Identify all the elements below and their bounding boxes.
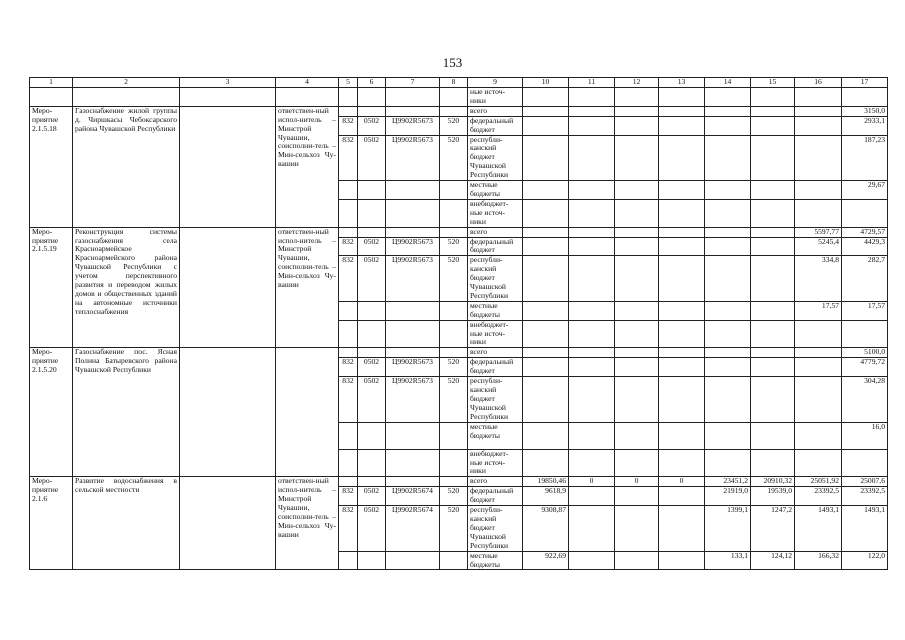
code-grbs: [339, 449, 358, 477]
code-grbs: 832: [339, 358, 358, 377]
code-rzpr: [358, 199, 386, 227]
value-cell: [615, 256, 659, 302]
code-grbs: 832: [339, 256, 358, 302]
value-cell: [569, 506, 615, 552]
code-vr: [440, 320, 468, 348]
code-rzpr: 0502: [358, 358, 386, 377]
value-cell: [523, 348, 569, 358]
funding-source: федеральный бюджет: [468, 358, 523, 377]
value-cell: [659, 377, 705, 423]
value-cell: 1493,1: [795, 506, 842, 552]
event-number: Меро-приятие 2.1.6: [30, 477, 73, 570]
value-cell: [615, 227, 659, 237]
value-cell: 17,57: [795, 301, 842, 320]
value-cell: 17,57: [842, 301, 888, 320]
value-cell: [659, 135, 705, 181]
value-cell: [615, 422, 659, 449]
value-cell: [615, 181, 659, 200]
code-csr: [386, 477, 440, 487]
value-cell: [523, 199, 569, 227]
code-vr: [440, 227, 468, 237]
code-csr: [386, 181, 440, 200]
code-rzpr: 0502: [358, 377, 386, 423]
value-cell: 5100,0: [842, 348, 888, 358]
code-grbs: [339, 199, 358, 227]
value-cell: [659, 506, 705, 552]
value-cell: 0: [615, 477, 659, 487]
code-vr: 520: [440, 506, 468, 552]
executor-cell: ответствен-ный испол-нитель – Минстрой Чувашии, соисполни-тель – Мин-сельхоз Чу-вашии: [276, 477, 339, 570]
value-cell: 23451,2: [705, 477, 751, 487]
code-rzpr: [358, 422, 386, 449]
code-grbs: [339, 551, 358, 570]
continuation-row: [30, 88, 888, 107]
value-cell: [569, 422, 615, 449]
funding-source: республи-канский бюджет Чувашской Республики: [468, 256, 523, 302]
code-rzpr: [358, 301, 386, 320]
value-cell: [705, 320, 751, 348]
value-cell: [569, 449, 615, 477]
value-cell: [569, 301, 615, 320]
value-cell: [569, 377, 615, 423]
value-cell: [795, 106, 842, 116]
event-col3: [180, 348, 276, 477]
value-cell: [659, 348, 705, 358]
code-rzpr: 0502: [358, 237, 386, 256]
header-cell: 14: [705, 78, 751, 88]
value-cell: [705, 301, 751, 320]
code-rzpr: 0502: [358, 487, 386, 506]
value-cell: 19850,46: [523, 477, 569, 487]
code-csr: [386, 449, 440, 477]
value-cell: [659, 256, 705, 302]
table-row: [30, 348, 888, 358]
event-number: Меро-приятие 2.1.5.19: [30, 227, 73, 348]
value-cell: [569, 135, 615, 181]
value-cell: [523, 358, 569, 377]
code-csr: [386, 301, 440, 320]
value-cell: 4779,72: [842, 358, 888, 377]
header-cell: 8: [440, 78, 468, 88]
value-cell: [751, 377, 795, 423]
value-cell: [615, 551, 659, 570]
code-csr: Ц9902R5673: [386, 135, 440, 181]
value-cell: [751, 348, 795, 358]
table-row: [30, 106, 888, 116]
value-cell: 23392,5: [795, 487, 842, 506]
header-cell: 9: [468, 78, 523, 88]
funding-source: федеральный бюджет: [468, 116, 523, 135]
code-csr: Ц9902R5673: [386, 237, 440, 256]
value-cell: [705, 422, 751, 449]
event-col3: [180, 227, 276, 348]
code-csr: Ц9902R5673: [386, 256, 440, 302]
code-grbs: [339, 477, 358, 487]
code-grbs: [339, 422, 358, 449]
table-row: [30, 227, 888, 237]
page-number: 153: [442, 55, 463, 70]
value-cell: [705, 348, 751, 358]
code-vr: [440, 348, 468, 358]
value-cell: [523, 256, 569, 302]
funding-source: федеральный бюджет: [468, 487, 523, 506]
header-cell: 11: [569, 78, 615, 88]
code-grbs: [339, 320, 358, 348]
value-cell: [569, 227, 615, 237]
value-cell: [751, 116, 795, 135]
header-row: [30, 78, 888, 88]
value-cell: [615, 377, 659, 423]
value-cell: [705, 256, 751, 302]
code-csr: Ц9902R5673: [386, 377, 440, 423]
value-cell: 3150,0: [842, 106, 888, 116]
value-cell: [659, 449, 705, 477]
value-cell: 9618,9: [523, 487, 569, 506]
value-cell: [795, 320, 842, 348]
code-csr: [386, 106, 440, 116]
event-number: Меро-приятие 2.1.5.20: [30, 348, 73, 477]
value-cell: [523, 320, 569, 348]
value-cell: [751, 199, 795, 227]
value-cell: [569, 181, 615, 200]
value-cell: 4729,57: [842, 227, 888, 237]
header-cell: 1: [30, 78, 73, 88]
value-cell: [615, 487, 659, 506]
value-cell: 1247,2: [751, 506, 795, 552]
value-cell: [751, 256, 795, 302]
code-vr: 520: [440, 487, 468, 506]
value-cell: [705, 106, 751, 116]
value-cell: 334,8: [795, 256, 842, 302]
header-cell: 6: [358, 78, 386, 88]
funding-source: местные бюджеты: [468, 181, 523, 200]
value-cell: [659, 106, 705, 116]
value-cell: [751, 422, 795, 449]
value-cell: [659, 487, 705, 506]
code-rzpr: 0502: [358, 256, 386, 302]
code-vr: [440, 199, 468, 227]
code-csr: Ц9902R5674: [386, 506, 440, 552]
funding-source: внебюджет-ные источ-ники: [468, 320, 523, 348]
value-cell: [569, 320, 615, 348]
code-vr: [440, 551, 468, 570]
code-vr: 520: [440, 135, 468, 181]
code-vr: [440, 477, 468, 487]
value-cell: [615, 301, 659, 320]
value-cell: [659, 116, 705, 135]
value-cell: [659, 181, 705, 200]
value-cell: 304,28: [842, 377, 888, 423]
header-cell: 10: [523, 78, 569, 88]
code-vr: 520: [440, 377, 468, 423]
code-grbs: 832: [339, 506, 358, 552]
event-name: Газоснабжение жилой группы д. Чиршкасы Чебоксарского района Чувашской Республики: [73, 106, 180, 227]
value-cell: [705, 237, 751, 256]
value-cell: [569, 348, 615, 358]
value-cell: [795, 348, 842, 358]
value-cell: [751, 301, 795, 320]
value-cell: [615, 449, 659, 477]
value-cell: 124,12: [751, 551, 795, 570]
value-cell: [569, 256, 615, 302]
funding-source: внебюджет-ные источ-ники: [468, 199, 523, 227]
value-cell: [751, 227, 795, 237]
value-cell: [569, 199, 615, 227]
value-cell: [615, 135, 659, 181]
header-cell: 17: [842, 78, 888, 88]
code-rzpr: [358, 477, 386, 487]
value-cell: [569, 358, 615, 377]
value-cell: 187,23: [842, 135, 888, 181]
code-vr: [440, 422, 468, 449]
code-grbs: [339, 348, 358, 358]
header-cell: 2: [73, 78, 180, 88]
header-cell: 3: [180, 78, 276, 88]
value-cell: [795, 377, 842, 423]
value-cell: 0: [659, 477, 705, 487]
code-csr: [386, 422, 440, 449]
executor-cell: [276, 348, 339, 477]
code-grbs: 832: [339, 487, 358, 506]
code-rzpr: [358, 227, 386, 237]
code-vr: [440, 449, 468, 477]
executor-cell: ответствен-ный испол-нитель – Минстрой Чувашии, соисполни-тель – Мин-сельхоз Чу-вашии: [276, 227, 339, 348]
value-cell: 25007,6: [842, 477, 888, 487]
value-cell: [751, 320, 795, 348]
value-cell: [615, 358, 659, 377]
funding-source: всего: [468, 348, 523, 358]
value-cell: [523, 227, 569, 237]
value-cell: 1399,1: [705, 506, 751, 552]
value-cell: [569, 106, 615, 116]
value-cell: 122,0: [842, 551, 888, 570]
event-name: Реконструкция системы газоснабжения села Красноармейское Красноармейского района Чувашской Республики с учетом перспективного развития и переводом жилых домов и общественных зданий на автономные источники теплоснабжения: [73, 227, 180, 348]
value-cell: [795, 116, 842, 135]
code-grbs: 832: [339, 116, 358, 135]
value-cell: [615, 506, 659, 552]
value-cell: [705, 358, 751, 377]
code-vr: 520: [440, 237, 468, 256]
header-cell: 13: [659, 78, 705, 88]
code-vr: 520: [440, 256, 468, 302]
value-cell: [705, 181, 751, 200]
code-grbs: 832: [339, 135, 358, 181]
value-cell: [705, 227, 751, 237]
code-csr: [386, 551, 440, 570]
value-cell: [615, 320, 659, 348]
value-cell: [569, 487, 615, 506]
code-rzpr: [358, 181, 386, 200]
value-cell: [705, 116, 751, 135]
header-cell: 16: [795, 78, 842, 88]
value-cell: [615, 348, 659, 358]
value-cell: 2933,1: [842, 116, 888, 135]
value-cell: 0: [569, 477, 615, 487]
value-cell: [842, 449, 888, 477]
value-cell: [659, 551, 705, 570]
value-cell: 133,1: [705, 551, 751, 570]
code-rzpr: [358, 106, 386, 116]
value-cell: 23392,5: [842, 487, 888, 506]
value-cell: 166,32: [795, 551, 842, 570]
value-cell: [523, 181, 569, 200]
event-col3: [180, 477, 276, 570]
value-cell: 1493,1: [842, 506, 888, 552]
value-cell: 20910,32: [751, 477, 795, 487]
code-csr: [386, 320, 440, 348]
value-cell: [659, 320, 705, 348]
value-cell: [659, 358, 705, 377]
header-cell: 7: [386, 78, 440, 88]
value-cell: 19539,0: [751, 487, 795, 506]
value-cell: 4429,3: [842, 237, 888, 256]
code-csr: [386, 199, 440, 227]
value-cell: [569, 116, 615, 135]
code-grbs: 832: [339, 377, 358, 423]
value-cell: [523, 449, 569, 477]
funding-source: всего: [468, 106, 523, 116]
value-cell: [523, 377, 569, 423]
event-name: Развитие водоснабжения в сельской местности: [73, 477, 180, 570]
value-cell: 282,7: [842, 256, 888, 302]
code-vr: 520: [440, 116, 468, 135]
code-vr: [440, 106, 468, 116]
value-cell: [751, 237, 795, 256]
code-csr: Ц9902R5674: [386, 487, 440, 506]
code-vr: 520: [440, 358, 468, 377]
value-cell: 9308,87: [523, 506, 569, 552]
value-cell: [615, 106, 659, 116]
value-cell: [569, 551, 615, 570]
event-number: Меро-приятие 2.1.5.18: [30, 106, 73, 227]
code-grbs: [339, 227, 358, 237]
code-csr: Ц9902R5673: [386, 358, 440, 377]
funding-source: всего: [468, 227, 523, 237]
value-cell: [523, 135, 569, 181]
value-cell: 16,0: [842, 422, 888, 449]
value-cell: [569, 237, 615, 256]
event-col3: [180, 106, 276, 227]
code-rzpr: 0502: [358, 135, 386, 181]
code-rzpr: [358, 348, 386, 358]
value-cell: [523, 301, 569, 320]
code-grbs: [339, 181, 358, 200]
value-cell: [751, 181, 795, 200]
code-rzpr: [358, 449, 386, 477]
table-row: [30, 477, 888, 487]
value-cell: [523, 116, 569, 135]
value-cell: 5597,77: [795, 227, 842, 237]
value-cell: [751, 449, 795, 477]
value-cell: 922,69: [523, 551, 569, 570]
value-cell: [705, 449, 751, 477]
value-cell: [659, 301, 705, 320]
value-cell: [615, 237, 659, 256]
value-cell: 5245,4: [795, 237, 842, 256]
value-cell: [659, 199, 705, 227]
value-cell: [795, 358, 842, 377]
value-cell: [659, 227, 705, 237]
funding-source: местные бюджеты: [468, 301, 523, 320]
value-cell: [795, 135, 842, 181]
funding-source: федеральный бюджет: [468, 237, 523, 256]
header-cell: 5: [339, 78, 358, 88]
value-cell: [705, 199, 751, 227]
value-cell: [795, 449, 842, 477]
budget-table: [29, 77, 888, 570]
funding-source: республи-канский бюджет Чувашской Республики: [468, 506, 523, 552]
value-cell: [795, 422, 842, 449]
funding-source: внебюджет-ные источ-ники: [468, 449, 523, 477]
code-csr: [386, 227, 440, 237]
funding-source: республи-канский бюджет Чувашской Республики: [468, 377, 523, 423]
value-cell: [842, 320, 888, 348]
value-cell: [523, 106, 569, 116]
code-vr: [440, 181, 468, 200]
event-name: Газоснабжение пос. Ясная Полина Батыревского района Чувашской Республики: [73, 348, 180, 477]
value-cell: [705, 135, 751, 181]
code-grbs: 832: [339, 237, 358, 256]
value-cell: [523, 237, 569, 256]
value-cell: [751, 358, 795, 377]
code-csr: Ц9902R5673: [386, 116, 440, 135]
value-cell: [705, 377, 751, 423]
code-vr: [440, 301, 468, 320]
value-cell: [659, 422, 705, 449]
code-rzpr: [358, 320, 386, 348]
value-cell: [615, 116, 659, 135]
code-rzpr: [358, 551, 386, 570]
code-grbs: [339, 301, 358, 320]
funding-source: местные бюджеты: [468, 551, 523, 570]
executor-cell: ответствен-ный испол-нитель – Минстрой Чувашии, соисполни-тель – Мин-сельхоз Чу-вашии: [276, 106, 339, 227]
value-cell: [659, 237, 705, 256]
code-rzpr: 0502: [358, 116, 386, 135]
value-cell: [523, 422, 569, 449]
value-cell: [795, 199, 842, 227]
funding-source: всего: [468, 477, 523, 487]
value-cell: [795, 181, 842, 200]
value-cell: [842, 199, 888, 227]
value-cell: [615, 199, 659, 227]
funding-source: республи-канский бюджет Чувашской Республики: [468, 135, 523, 181]
value-cell: 29,67: [842, 181, 888, 200]
value-cell: [751, 135, 795, 181]
source-label: ные источ-ники: [468, 88, 523, 107]
header-cell: 15: [751, 78, 795, 88]
value-cell: 25051,92: [795, 477, 842, 487]
header-cell: 12: [615, 78, 659, 88]
code-grbs: [339, 106, 358, 116]
value-cell: 21919,0: [705, 487, 751, 506]
header-cell: 4: [276, 78, 339, 88]
code-rzpr: 0502: [358, 506, 386, 552]
code-csr: [386, 348, 440, 358]
value-cell: [751, 106, 795, 116]
funding-source: местные бюджеты: [468, 422, 523, 449]
